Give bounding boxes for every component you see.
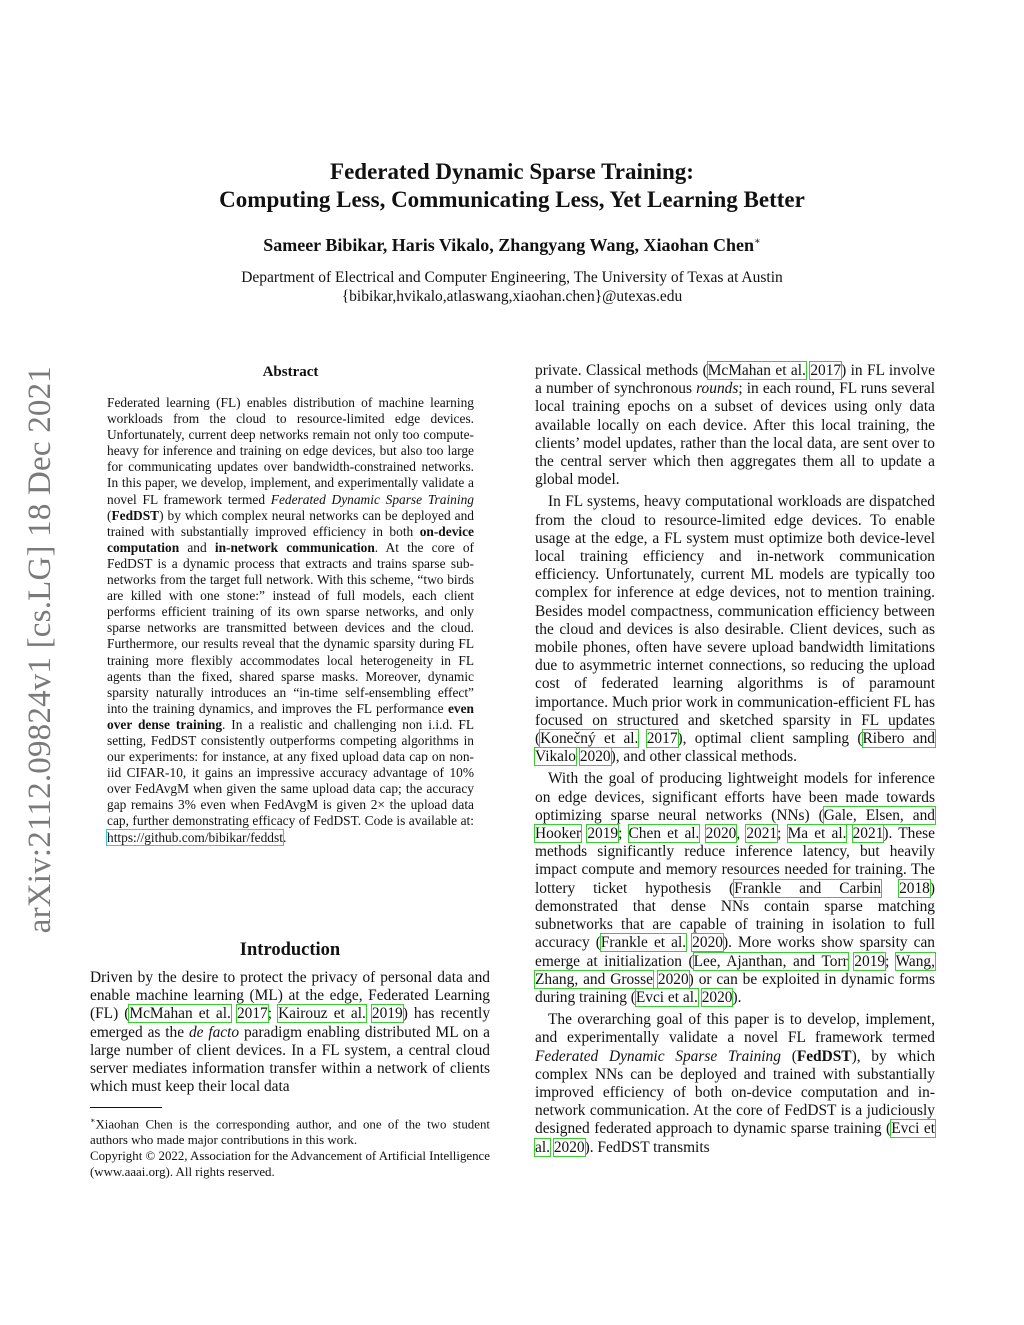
arxiv-identifier-text: arXiv:2112.09824v1 [cs.LG] 18 Dec 2021 xyxy=(21,365,58,934)
citation-link[interactable]: Kairouz et al. xyxy=(278,1005,366,1023)
footnote xyxy=(90,1113,490,1180)
footnote-rule xyxy=(90,1107,162,1108)
citation-year-link[interactable]: 2019 xyxy=(587,825,619,843)
citation-year-link[interactable]: 2020 xyxy=(579,748,611,766)
right-column xyxy=(535,362,935,1157)
citation-link[interactable]: McMahan et al. xyxy=(707,362,806,379)
title-line-2: Computing Less, Communicating Less, Yet Learning Better xyxy=(219,187,805,212)
citation-link[interactable]: Gale, Elsen, and Hooker xyxy=(535,806,936,843)
citation-link[interactable]: Wang, Zhang, and Grosse xyxy=(535,952,935,988)
citation-year-link[interactable]: 2019 xyxy=(371,1005,403,1023)
citation-link[interactable]: Ribero and Vikalo xyxy=(535,730,935,766)
abstract-heading: Abstract xyxy=(262,364,319,380)
citation-link[interactable]: Frankle et al. xyxy=(600,934,687,952)
affiliation-block xyxy=(100,268,924,306)
citation-link[interactable]: Konečný et al. xyxy=(540,730,639,748)
citation-year-link[interactable]: 2021 xyxy=(746,825,778,843)
citation-year-link[interactable]: 2019 xyxy=(854,952,886,970)
paragraph: With the goal of producing lightweight models for inference on edge devices, significant efforts have been made towards optimizing sparse neural networks (NNs) (Gale, Elsen, and Hooker 2019; Chen et al. 2020, 2021; Ma et al. 2021). These methods significantly reduce inference latency, but heavily impact compute and memory resources needed for training. The lottery ticket hypothesis (Frankle and Carbin 2018) demonstrated that dense NNs contain sparse matching subnetworks that are capable of training in isolation to full accuracy (Frankle et al. 2020). More works show sparsity can emerge at initialization (Lee, Ajanthan, and Torr 2019; Wang, Zhang, and Grosse 2020) or can be exploited in dynamic forms during training (Evci et al. 2020). xyxy=(535,770,936,1006)
author-names: Sameer Bibikar, Haris Vikalo, Zhangyang Wang, Xiaohan Chen xyxy=(263,235,754,255)
citation-year-link[interactable]: 2017 xyxy=(236,1005,268,1023)
citation-year-link[interactable]: 2021 xyxy=(852,825,884,843)
abstract-text: Federated learning (FL) enables distribution of machine learning workloads from the cloud to resource-limited edge devices. Unfortunately, current deep networks remain not only too compute-heavy for inference and training on edge devices, but also too large for communicating updates over bandwidth-constrained networks. In this paper, we develop, implement, and experimentally validate a novel FL framework termed Federated Dynamic Sparse Training (FedDST) by which complex neural networks can be deployed and trained with substantially improved efficiency in both on-device computation and in-network communication. At the core of FedDST is a dynamic process that extracts and trains sparse sub-networks from the target full network. With this scheme, “two birds are killed with one stone:” instead of full models, each client performs efficient training of its own sparse networks, and only sparse networks are transmitted between devices and the cloud. Furthermore, our results reveal that the dynamic sparsity during FL training more flexibly accommodates local heterogeneity in FL agents than the fixed, shared sparse masks. Moreover, dynamic sparsity naturally introduces an “in-time self-ensembling effect” into the training dynamics, and improves the FL performance even over dense training. In a realistic and challenging non i.i.d. FL setting, FedDST consistently outperforms competing algorithms in our experiments: for instance, at any fixed upload data cap on non-iid CIFAR-10, it gains an impressive accuracy advantage of 10% over FedAvgM when given the same upload data cap; the accuracy gap remains 3% even when FedAvgM is given 2× the upload data cap, further demonstrating efficacy of FedDST. Code is available at: https://github.com/bibikar/feddst. xyxy=(107,395,475,845)
title-line-1: Federated Dynamic Sparse Training: xyxy=(330,159,694,184)
copyright-notice: Copyright © 2022, Association for the Advancement of Artificial Intelligence (www.aaai.org). All rights reserved. xyxy=(90,1149,490,1180)
citation-link[interactable]: McMahan et al. xyxy=(129,1005,231,1023)
author-footnote-mark: ∗ xyxy=(754,236,761,247)
affiliation: Department of Electrical and Computer Engineering, The University of Texas at Austin xyxy=(241,269,783,286)
citation-year-link[interactable]: 2020 xyxy=(553,1138,585,1156)
citation-year-link[interactable]: 2020 xyxy=(657,970,689,988)
paragraph: The overarching goal of this paper is to develop, implement, and experimentally validate a novel FL framework termed Federated Dynamic Sparse Training (FedDST), by which complex NNs can be deployed and trained with substantially improved efficiency of both on-device computation and in-network communication. At the core of FedDST is a judiciously designed federated approach to dynamic sparse training (Evci et al. 2020). FedDST transmits xyxy=(535,1011,936,1156)
paragraph: private. Classical methods (McMahan et al. 2017) in FL involve a number of synchronous rounds; in each round, FL runs several local training epochs on a subset of devices using only data available locally on each device. After this local training, the clients’ model updates, rather than the local data, are sent over to the central server which then aggregates them all to update a global model. xyxy=(535,362,936,489)
citation-link[interactable]: Lee, Ajanthan, and Torr xyxy=(693,952,848,970)
introduction-text: Driven by the desire to protect the privacy of personal data and enable machine learning (ML) at the edge, Federated Learning (FL) (McMahan et al. 2017; Kairouz et al. 2019) has recently emerged as the de facto paradigm enabling distributed ML on a large number of client devices. In a FL system, a central cloud server mediates information transfer within a network of clients which must keep their local data xyxy=(90,969,491,1096)
introduction-heading: Introduction xyxy=(239,940,341,960)
citation-year-link[interactable]: 2017 xyxy=(810,362,842,379)
code-url-link[interactable]: https://github.com/bibikar/feddst xyxy=(107,829,283,845)
citation-link[interactable]: Ma et al. xyxy=(787,825,847,843)
citation-link[interactable]: Evci et al. xyxy=(535,1120,935,1156)
citation-year-link[interactable]: 2020 xyxy=(701,988,733,1006)
citation-year-link[interactable]: 2020 xyxy=(692,934,723,952)
paragraph: In FL systems, heavy computational workloads are dispatched from the cloud to resource-limited edge devices. To enable usage at the edge, a FL system must optimize both device-level local training efficiency and in-network communication efficiency. Unfortunately, current ML models are typically too complex for inference at edge devices, not to mention training. Besides model compactness, communication efficiency between the cloud and devices is also desirable. Client devices, such as mobile phones, often have severe upload bandwidth limitations due to asymmetric internet connections, so reducing the upload cost of federated learning algorithms is of paramount importance. Much prior work in communication-efficient FL has focused on structured and sketched sparsity in FL updates (Konečný et al. 2017), optimal client sampling (Ribero and Vikalo 2020), and other classical methods. xyxy=(535,493,935,766)
paper-title xyxy=(100,158,924,214)
footnote-mark: ∗ xyxy=(90,1116,96,1125)
citation-link[interactable]: Frankle and Carbin xyxy=(734,879,882,897)
author-footnote: ∗Xiaohan Chen is the corresponding author, and one of the two student authors who made major contributions in this work. xyxy=(90,1116,490,1148)
author-list xyxy=(100,235,924,256)
citation-year-link[interactable]: 2020 xyxy=(705,825,737,843)
citation-link[interactable]: Chen et al. xyxy=(628,825,700,843)
arxiv-identifier xyxy=(12,352,68,947)
citation-year-link[interactable]: 2018 xyxy=(899,879,930,897)
citation-year-link[interactable]: 2017 xyxy=(646,730,678,748)
author-emails: {bibikar,hvikalo,atlaswang,xiaohan.chen}@utexas.edu xyxy=(341,288,683,305)
citation-link[interactable]: Evci et al. xyxy=(635,988,698,1006)
